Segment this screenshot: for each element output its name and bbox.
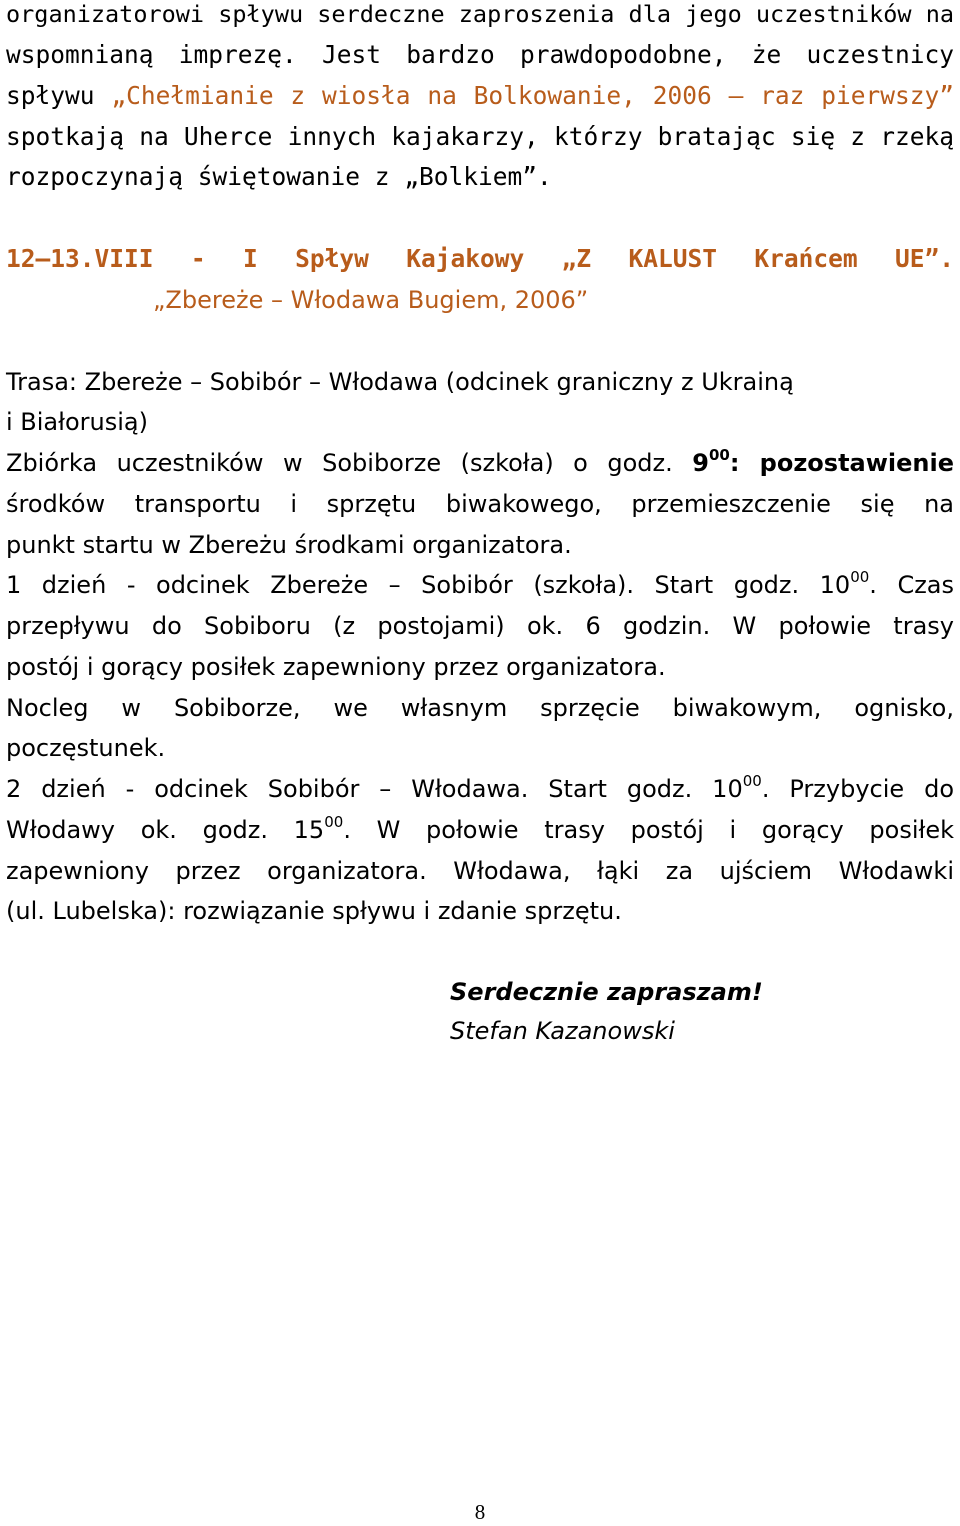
day2-text: 2 dzień - odcinek Sobibór – Włodawa. Start godz. 10 xyxy=(6,775,743,803)
day2-line-2 xyxy=(6,813,954,847)
day2-arrival-text-end: . W połowie trasy postój i gorący posiłek xyxy=(343,816,954,844)
gathering-colon-text: : pozostawienie xyxy=(729,449,955,477)
route-line-2: i Białorusią) xyxy=(6,408,148,436)
event-name-quote: „Chełmianie z wiosła na Bolkowanie, 2006 – raz pierwszy” xyxy=(111,81,954,110)
day1-minutes: 00 xyxy=(850,568,870,586)
gathering-line-2: środków transportu i sprzętu biwakowego, przemieszczenie się na xyxy=(6,490,954,518)
gathering-text: Zbiórka uczestników w Sobiborze (szkoła) o godz. xyxy=(6,449,693,477)
gathering-line-1 xyxy=(6,446,954,480)
night-line-2: poczęstunek. xyxy=(6,734,166,762)
day2-line-3: zapewniony przez organizatora. Włodawa, łąki za ujściem Włodawki xyxy=(6,857,954,885)
gathering-time xyxy=(692,446,955,477)
gathering-line-3: punkt startu w Zbereżu środkami organizatora. xyxy=(6,531,572,559)
intro-line-5: rozpoczynają świętowanie z „Bolkiem”. xyxy=(6,162,552,191)
day1-text: 1 dzień - odcinek Zbereże – Sobibór (szkoła). Start godz. 10 xyxy=(6,571,851,599)
day2-minutes: 00 xyxy=(742,772,762,790)
day1-text-end: . Czas xyxy=(869,571,955,599)
intro-line-3 xyxy=(6,79,954,113)
intro-line-3-start: spływu xyxy=(6,81,112,110)
day2-arrival-minutes: 00 xyxy=(324,813,344,831)
closing-author: Stefan Kazanowski xyxy=(450,1017,675,1045)
day1-line-1 xyxy=(6,568,954,602)
closing-greeting: Serdecznie zapraszam! xyxy=(450,978,763,1006)
intro-line-4: spotkają na Uherce innych kajakarzy, którzy bratając się z rzeką xyxy=(6,122,954,151)
day2-text-end: . Przybycie do xyxy=(761,775,955,803)
event-subtitle: „Zbereże – Włodawa Bugiem, 2006” xyxy=(153,286,589,314)
event-heading: 12–13.VIII - I Spływ Kajakowy „Z KALUST Krańcem UE”. xyxy=(6,244,954,273)
gathering-minutes: 00 xyxy=(708,446,730,464)
day1-line-3: postój i gorący posiłek zapewniony przez organizatora. xyxy=(6,653,666,681)
day2-line-1 xyxy=(6,772,954,806)
night-line-1: Nocleg w Sobiborze, we własnym sprzęcie biwakowym, ognisko, xyxy=(6,694,954,722)
day2-arrival-text: Włodawy ok. godz. 15 xyxy=(6,816,325,844)
gathering-hour: 9 xyxy=(692,449,709,477)
route-line-1: Trasa: Zbereże – Sobibór – Włodawa (odcinek graniczny z Ukrainą xyxy=(6,368,794,396)
intro-line-1: organizatorowi spływu serdeczne zaproszenia dla jego uczestników na xyxy=(6,0,954,28)
intro-line-2: wspomnianą imprezę. Jest bardzo prawdopodobne, że uczestnicy xyxy=(6,40,954,69)
day1-line-2: przepływu do Sobiboru (z postojami) ok. 6 godzin. W połowie trasy xyxy=(6,612,954,640)
day2-line-4: (ul. Lubelska): rozwiązanie spływu i zdanie sprzętu. xyxy=(6,897,622,925)
page-number: 8 xyxy=(474,1500,486,1524)
